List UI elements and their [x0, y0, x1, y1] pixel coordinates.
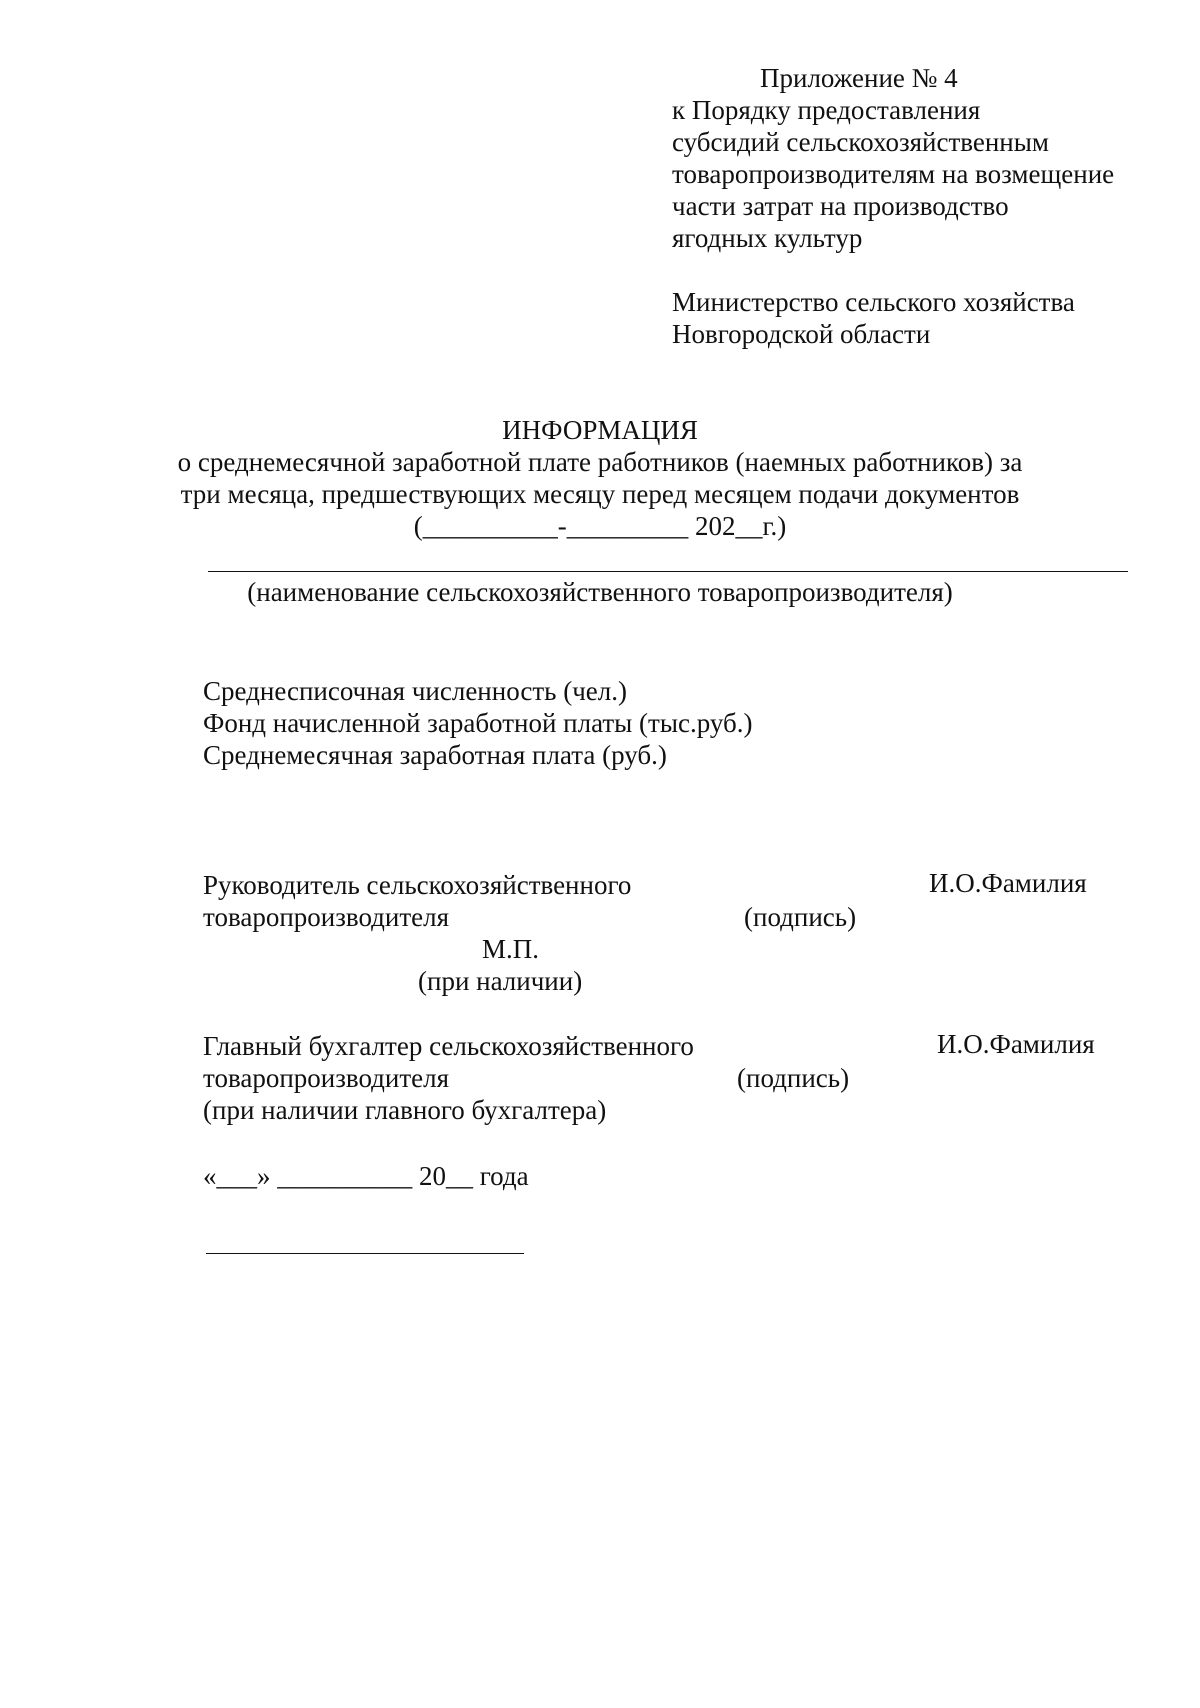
heading-title: ИНФОРМАЦИЯ [502, 415, 698, 445]
recipient-line: Министерство сельского хозяйства [672, 287, 1075, 317]
footnote-separator [206, 1253, 524, 1254]
reporting-period: (__________-_________ 202__г.) [413, 511, 787, 541]
accountant-role: (при наличии главного бухгалтера) [203, 1095, 607, 1125]
appendix-line: товаропроизводителям на возмещение [672, 159, 1115, 189]
stamp-label: М.П. [482, 934, 540, 964]
indicator-item: Среднесписочная численность (чел.) [203, 676, 627, 706]
date-line: «___» __________ 20__ года [203, 1161, 529, 1191]
heading-line: три месяца, предшествующих месяцу перед месяцем подачи документов [180, 479, 1020, 509]
appendix-line: субсидий сельскохозяйственным [672, 127, 1049, 157]
producer-name-line [208, 571, 1128, 572]
appendix-line: ягодных культур [672, 223, 863, 253]
head-name: И.О.Фамилия [929, 868, 1087, 898]
accountant-role: Главный бухгалтер сельскохозяйственного [203, 1031, 694, 1061]
appendix-title: Приложение № 4 [760, 63, 958, 93]
heading-line: о среднемесячной заработной плате работников (наемных работников) за [177, 447, 1023, 477]
indicator-item: Фонд начисленной заработной платы (тыс.руб.) [203, 708, 753, 738]
accountant-name: И.О.Фамилия [937, 1029, 1095, 1059]
appendix-line: части затрат на производство [672, 191, 1009, 221]
producer-caption: (наименование сельскохозяйственного товаропроизводителя) [247, 577, 953, 607]
accountant-signature-label: (подпись) [737, 1063, 850, 1093]
accountant-role: товаропроизводителя [203, 1063, 450, 1093]
indicator-item: Среднемесячная заработная плата (руб.) [203, 740, 667, 770]
appendix-line: к Порядку предоставления [672, 95, 981, 125]
head-role: Руководитель сельскохозяйственного [203, 870, 632, 900]
head-role: товаропроизводителя [203, 902, 450, 932]
head-signature-label: (подпись) [744, 902, 857, 932]
recipient-line: Новгородской области [672, 319, 931, 349]
stamp-note: (при наличии) [418, 966, 583, 996]
